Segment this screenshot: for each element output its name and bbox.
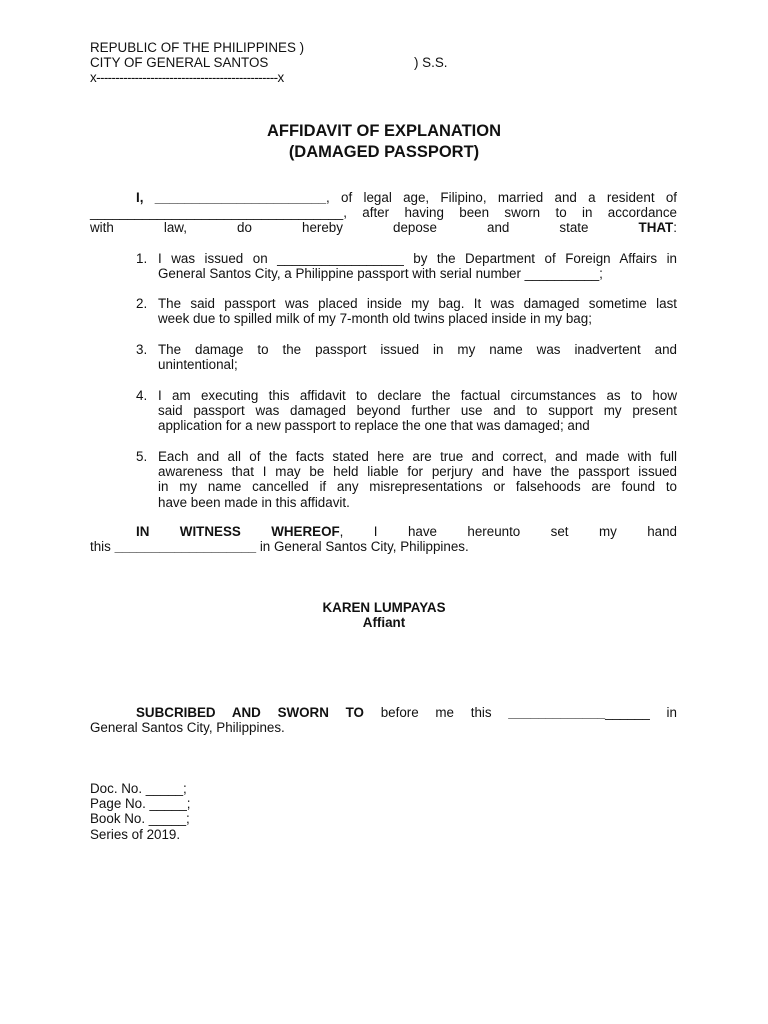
- document-title: AFFIDAVIT OF EXPLANATION: [266, 122, 502, 140]
- item-text: [158, 449, 677, 510]
- item-number: 3.: [136, 342, 148, 357]
- name-blank: _______________________: [154, 190, 327, 205]
- residence-blank: __________________________________: [90, 205, 344, 221]
- intro-i-label: I,: [136, 190, 144, 205]
- affiant-name: KAREN LUMPAYAS: [322, 600, 446, 615]
- affiant-role: Affiant: [362, 615, 406, 630]
- doc-no: Doc. No. _____;: [90, 781, 187, 796]
- item-line: application for a new passport to replace the one that was damaged; and: [158, 418, 590, 434]
- intro-line-2-rest: , after having been sworn to in accordance: [343, 205, 677, 221]
- venue-republic: REPUBLIC OF THE PHILIPPINES ): [90, 40, 305, 55]
- item-line: unintentional;: [158, 357, 238, 373]
- item-number: 5.: [136, 449, 148, 464]
- jurat-label: SUBCRIBED AND SWORN TO: [136, 705, 364, 720]
- witness-line-2-rest: in General Santos City, Philippines.: [259, 539, 469, 555]
- intro-line-1-rest: , of legal age, Filipino, married and a resident of: [326, 190, 677, 205]
- jurat-line-1: [90, 705, 677, 720]
- item-text: [158, 251, 677, 281]
- witness-line-2: [90, 539, 677, 554]
- intro-colon: :: [673, 220, 677, 236]
- venue-city-name: CITY OF GENERAL SANTOS: [90, 55, 269, 71]
- notarial-register: [90, 781, 191, 842]
- item-text: [158, 296, 677, 326]
- item-line: in my name cancelled if any misrepresentations or falsehoods are found to: [158, 479, 677, 495]
- item-line: said passport was damaged beyond further use and to support my present: [158, 403, 677, 419]
- venue-separator: x-----------------------------------------------x: [90, 70, 284, 86]
- witness-label: IN WITNESS WHEREOF: [136, 524, 340, 539]
- witness-paragraph: [90, 524, 677, 554]
- item-line: awareness that I may be held liable for perjury and have the passport issued: [158, 464, 677, 480]
- item-line: The damage to the passport issued in my name was inadvertent and: [158, 342, 677, 357]
- item-number: 4.: [136, 388, 148, 403]
- item-line: Each and all of the facts stated here are true and correct, and made with full: [158, 449, 677, 464]
- document-subtitle: (DAMAGED PASSPORT): [288, 143, 480, 161]
- item-line: have been made in this affidavit.: [158, 494, 350, 510]
- item-line: The said passport was placed inside my bag. It was damaged sometime last: [158, 296, 677, 311]
- venue-header: [90, 40, 448, 86]
- witness-line-1: [90, 524, 677, 539]
- jurat-in: in: [666, 705, 677, 720]
- that-label: THAT: [638, 220, 674, 236]
- witness-line-1-rest: , I have hereunto set my hand: [339, 524, 677, 539]
- item-line: week due to spilled milk of my 7-month old twins placed inside in my bag;: [158, 311, 592, 327]
- series-year: Series of 2019.: [90, 826, 181, 842]
- intro-line-2: [90, 205, 677, 220]
- item-line: General Santos City, a Philippine passport with serial number __________;: [158, 266, 603, 282]
- intro-line-3: [90, 220, 677, 235]
- page-no: Page No. _____;: [90, 796, 191, 812]
- intro-line-3-text: with law, do hereby depose and state: [90, 220, 589, 236]
- intro-paragraph: [90, 190, 677, 236]
- jurat-line-1-rest: before me this: [380, 705, 492, 720]
- witness-this: this: [90, 539, 111, 555]
- jurat-paragraph: [90, 705, 677, 735]
- venue-ss: ) S.S.: [414, 55, 448, 71]
- item-text: [158, 388, 677, 434]
- item-text: [158, 342, 677, 372]
- intro-line-1: [90, 190, 677, 205]
- item-line: I am executing this affidavit to declare the factual circumstances as to how: [158, 388, 677, 403]
- item-number: 1.: [136, 251, 148, 266]
- book-no: Book No. _____;: [90, 811, 190, 827]
- jurat-line-2: General Santos City, Philippines.: [90, 720, 285, 736]
- item-line: I was issued on _________________ by the Department of Foreign Affairs in: [158, 251, 677, 266]
- venue-city: [90, 55, 448, 71]
- date-blank: ___________________: [114, 539, 257, 555]
- jurat-blank: _____________: [508, 705, 606, 720]
- jurat-blank-tail: ______: [605, 705, 650, 720]
- item-number: 2.: [136, 296, 148, 311]
